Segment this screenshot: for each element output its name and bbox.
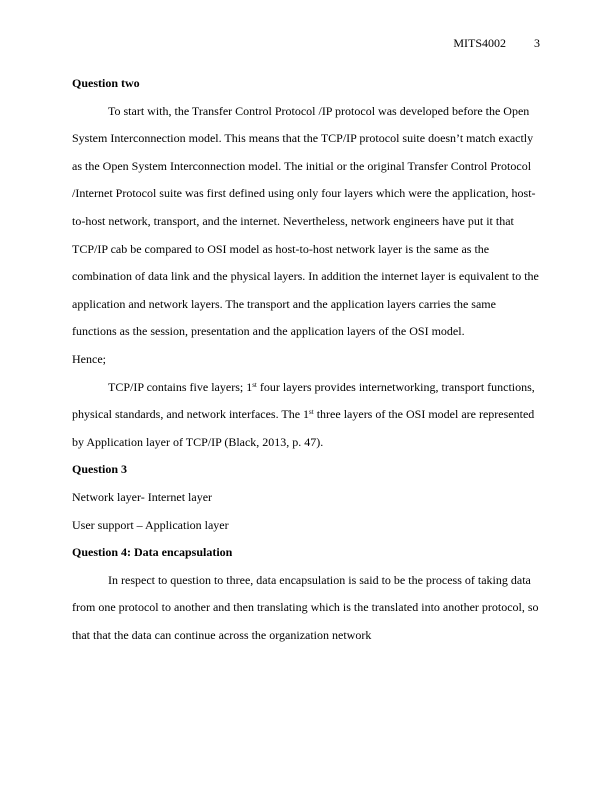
question-4-heading: Question 4: Data encapsulation xyxy=(72,545,233,560)
paragraph-2-part-b: four layers provides internetworking, transport functions, physical standards, and network interfaces. The 1 xyxy=(72,379,535,422)
question-3-line-2: User support – Application layer xyxy=(72,517,229,532)
paragraph-2-part-c: three layers of the OSI model are represented by Application layer of TCP/IP (Black, 2013, p. 47). xyxy=(72,407,535,449)
question-3-line-1: Network layer- Internet layer xyxy=(72,489,213,504)
question-two-paragraph-2 xyxy=(72,374,540,457)
page-number: 3 xyxy=(534,36,540,50)
document-body xyxy=(72,70,540,649)
question-two-paragraph-1: To start with, the Transfer Control Protocol /IP protocol was developed before the Open System Interconnection model. This means that the TCP/IP protocol suite doesn’t match exactly as the Open System Interconnection model. The initial or the original Transfer Control Protocol /Internet Protocol suite was first defined using only four layers which were the application, host-to-host network, transport, and the internet. Nevertheless, network engineers have put it that TCP/IP cab be compared to OSI model as host-to-host network layer is the same as the combination of data link and the physical layers. In addition the internet layer is equivalent to the application and network layers. The transport and the application layers carries the same functions as the session, presentation and the application layers of the OSI model. xyxy=(72,103,539,339)
paragraph-2-part-a: TCP/IP contains five layers; 1 xyxy=(108,379,253,394)
ordinal-superscript-2: st xyxy=(309,408,314,417)
hence-line: Hence; xyxy=(72,351,106,366)
ordinal-superscript-1: st xyxy=(252,380,257,389)
question-two-heading: Question two xyxy=(72,76,140,90)
page-header xyxy=(453,36,540,50)
running-head: MITS4002 xyxy=(453,36,506,50)
question-4-paragraph: In respect to question to three, data encapsulation is said to be the process of taking data from one protocol to another and then translating which is the translated into another protocol, so that that the data can continue across the organization network xyxy=(72,572,539,642)
question-3-heading: Question 3 xyxy=(72,462,128,477)
